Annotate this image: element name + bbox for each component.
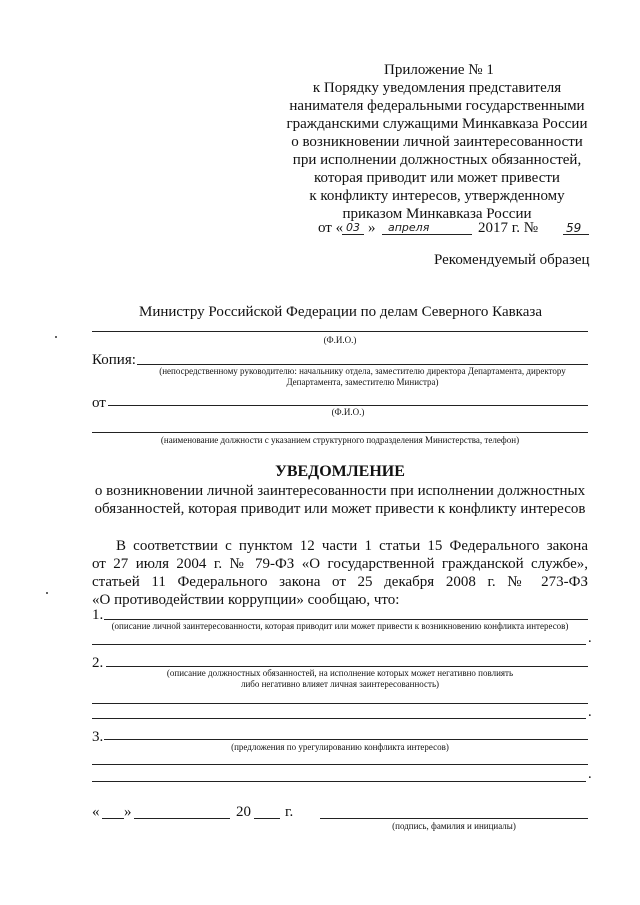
item3-caption: (предложения по урегулированию конфликта интересов) [231,742,449,752]
appendix-line: приказом Минкавказа России [342,206,532,222]
appendix-text [262,79,612,223]
position-caption: (наименование должности с указанием структурного подразделения Министерства, телефон) [160,435,520,445]
body-line: от 27 июля 2004 г. № 79-ФЗ «О государственной гражданской службе», [92,556,588,572]
copy-label: Копия: [92,352,136,368]
addressee-fio-caption: (Ф.И.О.) [323,335,357,345]
recommended-sample: Рекомендуемый образец [434,252,590,268]
appendix-line: при исполнении должностных обязанностей, [292,152,582,168]
subheading-line: о возникновении личной заинтересованности при исполнении должностных [94,483,586,499]
signature-caption: (подпись, фамилия и инициалы) [392,821,516,831]
item2-caption-line: либо негативно влияет личная заинтересованность) [240,679,440,689]
sign-close-quote: » [124,804,132,820]
copy-line [137,364,588,365]
item1-caption: (описание личной заинтересованности, которая приводит или может привести к возникновению конфликта интересов) [111,621,569,631]
item3-line-2 [92,764,588,765]
appendix-line: гражданскими служащими Минкавказа России [286,116,588,132]
subheading-line: обязанностей, которая приводит или может привести к конфликту интересов [94,501,586,517]
copy-caption [137,366,588,388]
position-line [92,432,588,433]
item3-end: . [588,766,592,782]
appendix-title: Приложение № 1 [384,62,494,78]
item1-number: 1. [92,607,104,623]
date-close-quote: » [368,220,376,236]
item2-caption-line: (описание должностных обязанностей, на исполнение которых может негативно повлиять [166,668,514,678]
appendix-line: которая приводит или может привести [314,170,560,186]
appendix-line: нанимателя федеральными государственными [289,98,585,114]
item2-number: 2. [92,655,104,671]
item1-end: . [588,630,592,646]
item3-number: 3. [92,729,104,745]
item1-line [104,619,588,620]
notice-heading: УВЕДОМЛЕНИЕ [275,463,405,480]
date-number: 59 [566,221,582,235]
copy-caption-line: Департамента, заместителю Министра) [286,377,439,387]
item2-line [106,666,588,667]
copy-caption-line: (непосредственному руководителю: начальнику отдела, заместителю директора Департамента, директору [159,366,566,376]
item3-line-3 [92,781,586,782]
sign-open-quote: « [92,804,100,820]
from-caption: (Ф.И.О.) [331,407,365,417]
scan-speck [55,336,57,338]
scan-speck [46,592,48,594]
appendix-line: к Порядку уведомления представителя [312,80,562,96]
appendix-line: к конфликту интересов, утвержденному [309,188,565,204]
body-line: «О противодействии коррупции» сообщаю, что: [92,592,400,608]
from-label: от [92,395,106,411]
body-line: статьей 11 Федерального закона от 25 декабря 2008 г. № 273-ФЗ [92,574,588,590]
date-month: апреля [388,221,430,234]
addressee: Министру Российской Федерации по делам Северного Кавказа [139,304,542,320]
item2-end: . [588,704,592,720]
item2-line-3 [92,718,586,719]
appendix-line: о возникновении личной заинтересованности [291,134,583,150]
item2-line-2 [92,703,588,704]
sign-year-prefix: 20 [236,804,251,820]
item1-line-2 [92,644,586,645]
sign-year-suffix: г. [285,804,294,820]
appendix-date [318,219,608,239]
date-year: 2017 г. № [478,220,539,236]
addressee-fio-line [92,331,588,332]
item2-caption [92,668,588,690]
signature-row [92,803,588,843]
date-prefix: от « [318,220,344,236]
body-line: В соответствии с пунктом 12 части 1 статьи 15 Федерального закона [116,538,588,554]
notice-subheading [80,482,600,518]
notice-body [92,537,588,609]
from-line [108,405,588,406]
date-day: 03 [346,221,360,234]
item3-line [104,739,588,740]
